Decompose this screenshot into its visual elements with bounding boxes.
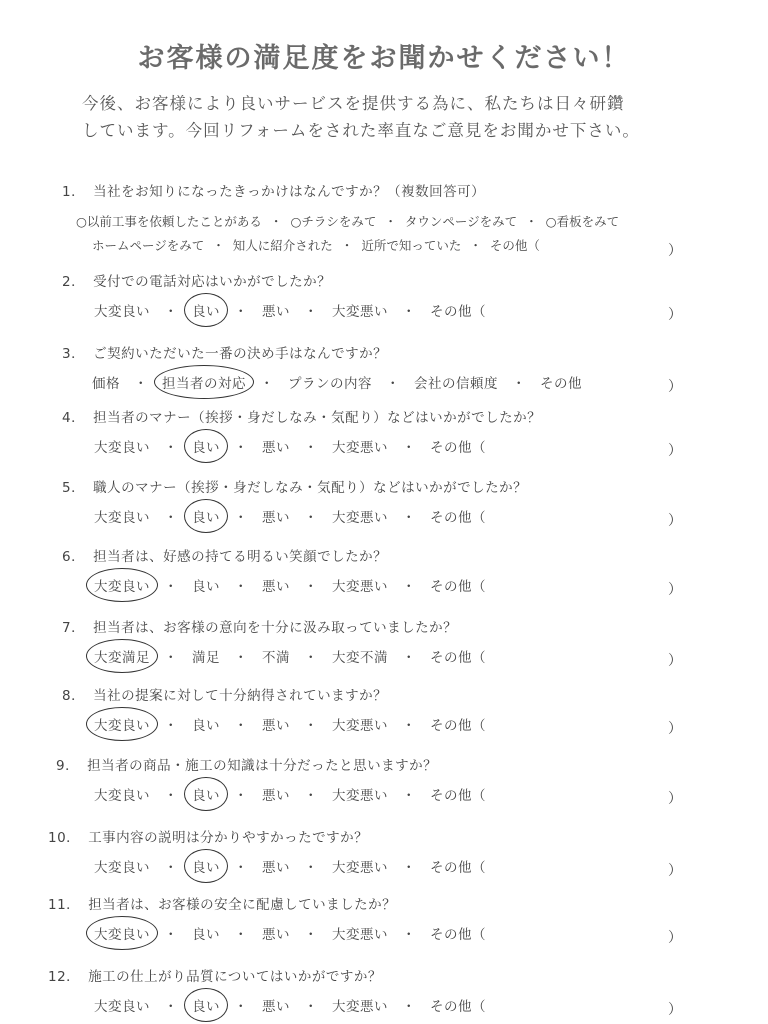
option[interactable]: 大変良い	[94, 440, 150, 456]
answer-options	[92, 714, 488, 734]
separator: ・	[234, 788, 248, 804]
separator: ・	[304, 860, 318, 876]
separator: ・	[304, 304, 318, 320]
option[interactable]: 満足	[192, 650, 220, 666]
option[interactable]: その他（	[430, 304, 486, 320]
selected-option[interactable]: 良い	[190, 856, 222, 876]
option[interactable]: 大変良い	[94, 788, 150, 804]
answer-options	[92, 506, 488, 526]
answer-options	[92, 575, 488, 595]
option[interactable]: その他（	[430, 579, 486, 595]
question-number: 6．	[62, 549, 86, 565]
question-number: 10．	[48, 830, 81, 846]
separator: ・	[234, 304, 248, 320]
selected-option[interactable]: 良い	[190, 300, 222, 320]
option[interactable]: その他（	[430, 650, 486, 666]
option[interactable]: 大変悪い	[332, 440, 388, 456]
option[interactable]: その他（	[430, 510, 486, 526]
separator: ・	[164, 788, 178, 804]
close-paren: ）	[668, 379, 682, 395]
option[interactable]: 知人に紹介された	[232, 238, 333, 253]
question-text: 受付での電話対応はいかがでしたか？	[93, 274, 332, 290]
close-paren: ）	[668, 863, 682, 879]
intro-line-2: しています。今回リフォームをされた率直なご意見をお聞かせ下さい。	[82, 121, 640, 140]
page-title: お客様の満足度をお聞かせください！	[137, 43, 631, 74]
close-paren: ）	[668, 307, 682, 323]
option[interactable]: 悪い	[262, 860, 290, 876]
separator: ・	[512, 376, 526, 392]
option[interactable]: 大変悪い	[332, 304, 388, 320]
close-paren: ）	[668, 513, 682, 529]
option[interactable]: その他（	[430, 860, 486, 876]
separator: ・	[234, 999, 248, 1015]
option[interactable]: 大変悪い	[332, 860, 388, 876]
question-text: 担当者のマナー（挨拶・身だしなみ・気配り）などはいかがでしたか？	[93, 410, 542, 426]
option[interactable]: 大変良い	[94, 304, 150, 320]
option[interactable]: その他（	[489, 238, 540, 253]
question-number: 11．	[48, 897, 81, 913]
option[interactable]: 悪い	[262, 927, 290, 943]
option[interactable]: 悪い	[262, 579, 290, 595]
question-number: 12．	[48, 969, 81, 985]
separator: ・	[164, 999, 178, 1015]
separator: ・	[234, 650, 248, 666]
question-text: 職人のマナー（挨拶・身だしなみ・気配り）などはいかがでしたか？	[93, 480, 528, 496]
separator: ・	[234, 510, 248, 526]
option[interactable]: その他（	[430, 788, 486, 804]
option[interactable]: 大変悪い	[332, 999, 388, 1015]
option[interactable]: 良い	[192, 927, 220, 943]
separator: ・	[304, 510, 318, 526]
option[interactable]: 大変悪い	[332, 788, 388, 804]
option[interactable]: 悪い	[262, 304, 290, 320]
answer-options	[92, 856, 488, 876]
separator: ・	[402, 579, 416, 595]
question-number: 2．	[62, 274, 86, 290]
question-text: ご契約いただいた一番の決め手はなんですか？	[93, 346, 388, 362]
separator: ・	[402, 788, 416, 804]
separator: ・	[260, 376, 274, 392]
separator: ・	[304, 650, 318, 666]
close-paren: ）	[668, 1002, 682, 1018]
answer-options	[92, 923, 488, 943]
selected-option[interactable]: 良い	[190, 784, 222, 804]
option[interactable]: 悪い	[262, 718, 290, 734]
separator: ・	[164, 860, 178, 876]
separator: ・	[234, 579, 248, 595]
option[interactable]: 良い	[192, 579, 220, 595]
q1-options-row-1: ○以前工事を依頼したことがある ・ ○チラシをみて ・ タウンページをみて ・ ○看板をみて	[76, 214, 620, 229]
question-text: 当社をお知りになったきっかけはなんですか？（複数回答可）	[93, 184, 486, 200]
question-text: 施工の仕上がり品質についてはいかがですか？	[88, 969, 382, 985]
question-text: 担当者は、好感の持てる明るい笑顔でしたか？	[93, 549, 388, 565]
option[interactable]: 価格	[92, 376, 120, 392]
option[interactable]: 大変不満	[332, 650, 388, 666]
separator: ・	[234, 718, 248, 734]
option[interactable]: ホームページをみて	[92, 238, 205, 253]
option[interactable]: 大変良い	[94, 999, 150, 1015]
option[interactable]: 会社の信頼度	[414, 376, 498, 392]
separator: ・	[402, 440, 416, 456]
option[interactable]: 大変悪い	[332, 927, 388, 943]
option[interactable]: その他（	[430, 927, 486, 943]
close-paren: ）	[668, 653, 682, 669]
option[interactable]: その他（	[430, 999, 486, 1015]
separator: ・	[164, 304, 178, 320]
question-text: 工事内容の説明は分かりやすかったですか？	[88, 830, 369, 846]
separator: ・	[402, 718, 416, 734]
separator: ・	[402, 927, 416, 943]
separator: ・	[164, 650, 178, 666]
close-paren: ）	[668, 791, 682, 807]
selected-option[interactable]: 良い	[190, 995, 222, 1015]
question-text: 担当者の商品・施工の知識は十分だったと思いますか？	[87, 758, 438, 774]
close-paren: ）	[668, 582, 682, 598]
separator: ・	[304, 718, 318, 734]
intro-line-1: 今後、お客様により良いサービスを提供する為に、私たちは日々研鑽	[82, 94, 625, 113]
option[interactable]: その他	[540, 376, 582, 392]
close-paren: ）	[668, 243, 682, 259]
separator: ・	[134, 376, 148, 392]
question-text: 担当者は、お客様の安全に配慮していましたか？	[88, 897, 397, 913]
option[interactable]: 悪い	[262, 440, 290, 456]
separator: ・	[164, 579, 178, 595]
q1-options-row-2: ホームページをみて ・ 知人に紹介された ・ 近所で知っていた ・ その他（	[92, 238, 540, 253]
question-number: 8．	[62, 688, 86, 704]
separator: ・	[164, 718, 178, 734]
separator: ・	[234, 927, 248, 943]
question-number: 4．	[62, 410, 86, 426]
option[interactable]: 大変良い	[94, 860, 150, 876]
answer-options	[90, 372, 584, 392]
option[interactable]: 悪い	[262, 510, 290, 526]
option[interactable]: 良い	[192, 718, 220, 734]
question-number: 9．	[56, 758, 80, 774]
separator: ・	[402, 860, 416, 876]
answer-options	[92, 646, 488, 666]
option[interactable]: 大変良い	[94, 510, 150, 526]
option[interactable]: 悪い	[262, 999, 290, 1015]
answer-options	[92, 436, 488, 456]
question-number: 5．	[62, 480, 86, 496]
separator: ・	[402, 510, 416, 526]
separator: ・	[234, 440, 248, 456]
answer-options	[92, 995, 488, 1015]
option[interactable]: その他（	[430, 440, 486, 456]
question-text: 担当者は、お客様の意向を十分に汲み取っていましたか？	[93, 620, 458, 636]
close-paren: ）	[668, 930, 682, 946]
selected-option[interactable]: 良い	[190, 506, 222, 526]
option[interactable]: その他（	[430, 718, 486, 734]
separator: ・	[304, 788, 318, 804]
separator: ・	[164, 927, 178, 943]
close-paren: ）	[668, 721, 682, 737]
separator: ・	[234, 860, 248, 876]
answer-options	[92, 784, 488, 804]
intro-text	[82, 90, 722, 144]
separator: ・	[402, 650, 416, 666]
option[interactable]: プランの内容	[288, 376, 372, 392]
selected-option[interactable]: 良い	[190, 436, 222, 456]
selected-option[interactable]: 大変良い	[92, 714, 152, 734]
separator: ・	[304, 579, 318, 595]
selected-option[interactable]: 大変良い	[92, 575, 152, 595]
separator: ・	[164, 510, 178, 526]
selected-option[interactable]: 大変良い	[92, 923, 152, 943]
option[interactable]: 悪い	[262, 788, 290, 804]
option[interactable]: ○看板をみて	[545, 214, 620, 229]
separator: ・	[304, 999, 318, 1015]
question-text: 当社の提案に対して十分納得されていますか？	[93, 688, 388, 704]
option[interactable]: 大変悪い	[332, 510, 388, 526]
option[interactable]: 近所で知っていた	[361, 238, 462, 253]
separator: ・	[402, 304, 416, 320]
option[interactable]: 不満	[262, 650, 290, 666]
selected-option[interactable]: 担当者の対応	[160, 372, 248, 392]
option[interactable]: タウンページをみて	[404, 214, 518, 229]
separator: ・	[164, 440, 178, 456]
separator: ・	[402, 999, 416, 1015]
question-number: 7．	[62, 620, 86, 636]
separator: ・	[304, 440, 318, 456]
selected-option[interactable]: 大変満足	[92, 646, 152, 666]
option[interactable]: ○以前工事を依頼したことがある	[76, 214, 262, 229]
answer-options	[92, 300, 488, 320]
question-number: 1．	[62, 184, 86, 200]
close-paren: ）	[668, 443, 682, 459]
separator: ・	[386, 376, 400, 392]
option[interactable]: 大変悪い	[332, 718, 388, 734]
option[interactable]: 大変悪い	[332, 579, 388, 595]
question-number: 3．	[62, 346, 86, 362]
separator: ・	[304, 927, 318, 943]
option[interactable]: ○チラシをみて	[290, 214, 377, 229]
